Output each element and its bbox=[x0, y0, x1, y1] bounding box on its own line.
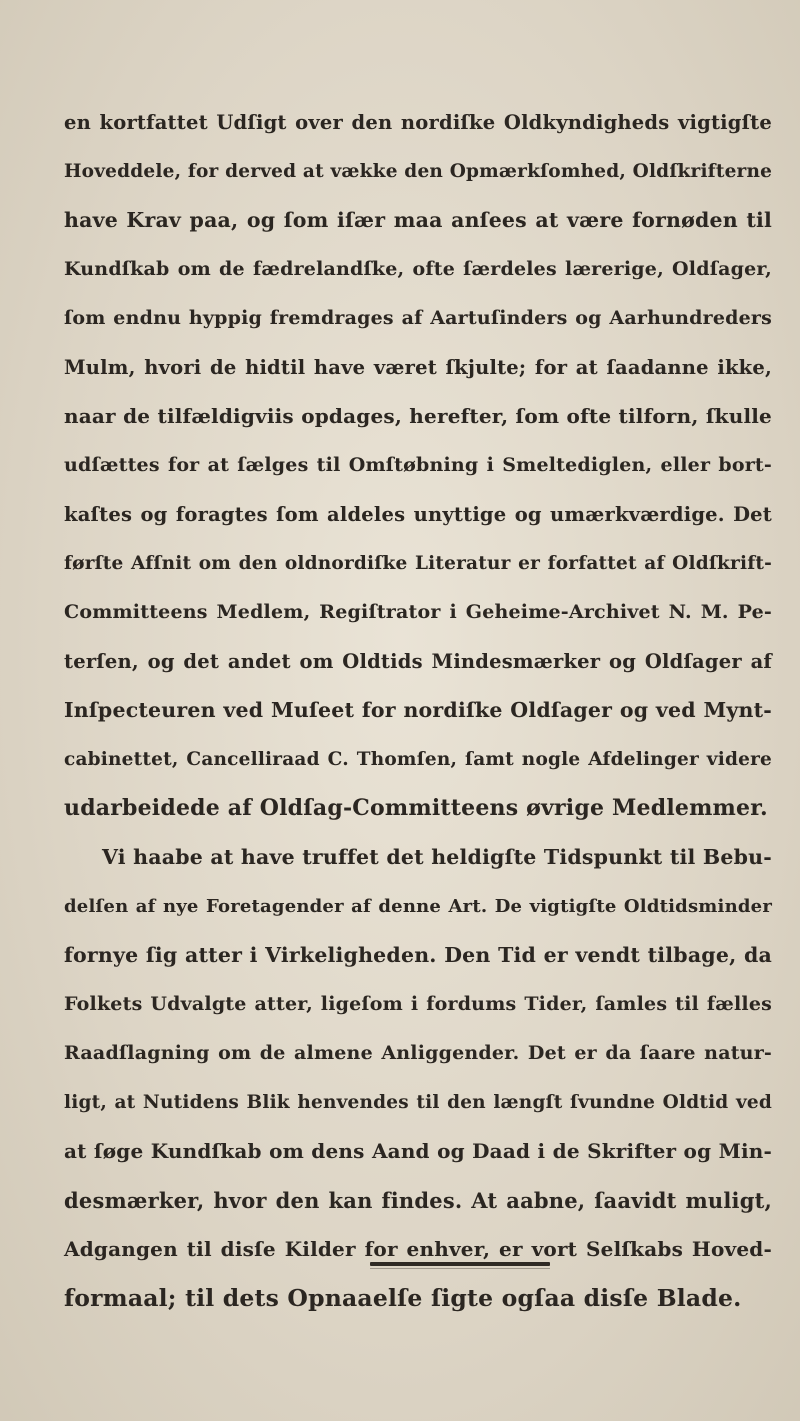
text-line: Raadſlagning om de almene Anliggender. Det er da ſaare natur- bbox=[64, 1042, 772, 1064]
text-line: udſættes for at ſælges til Omſtøbning i Smeltediglen, eller bort- bbox=[64, 454, 772, 476]
text-line: Committeens Medlem, Regiſtrator i Geheime-Archivet N. M. Pe- bbox=[64, 601, 772, 623]
text-line: Adgangen til disſe Kilder for enhver, er vort Selſkabs Hoved- bbox=[64, 1237, 772, 1261]
body-text bbox=[64, 98, 772, 1323]
text-line: kaſtes og foragtes ſom aldeles unyttige og umærkværdige. Det bbox=[64, 503, 772, 526]
text-line: delſen af nye Foretagender af denne Art. De vigtigſte Oldtidsminder bbox=[64, 896, 772, 917]
text-line: cabinettet, Cancelliraad C. Thomſen, ſamt nogle Afdelinger videre bbox=[64, 749, 772, 770]
paragraph-end-line: formaal; til dets Opnaaelſe ſigte ogſaa disſe Blade. bbox=[64, 1284, 742, 1312]
text-line: desmærker, hvor den kan findes. At aabne, ſaavidt muligt, bbox=[64, 1188, 772, 1213]
text-line: ligt, at Nutidens Blik henvendes til den længſt ſvundne Oldtid ved bbox=[64, 1092, 772, 1113]
text-line: Inſpecteuren ved Muſeet for nordiſke Oldſager og ved Mynt- bbox=[64, 698, 772, 722]
text-line: fornye ſig atter i Virkeligheden. Den Tid er vendt tilbage, da bbox=[64, 943, 772, 967]
paragraph-start-line: Vi haabe at have truffet det heldigſte Tidspunkt til Bebu- bbox=[102, 845, 772, 869]
paragraph-end-line: udarbeidede af Oldſag-Committeens øvrige Medlemmer. bbox=[64, 795, 768, 821]
text-line: terſen, og det andet om Oldtids Mindesmærker og Oldſager af bbox=[64, 650, 772, 673]
text-line: Hoveddele, for derved at vække den Opmærkſomhed, Oldſkrifterne bbox=[64, 161, 773, 182]
text-line: have Krav paa, og ſom iſær maa anſees at være fornøden til bbox=[64, 208, 772, 232]
section-divider-rule bbox=[370, 1262, 550, 1266]
text-line: ſom endnu hyppig fremdrages af Aartuſinders og Aarhundreders bbox=[64, 307, 772, 329]
text-line: en kortfattet Udſigt over den nordiſke Oldkyndigheds vigtigſte bbox=[64, 111, 772, 134]
text-line: Kundſkab om de fædrelandſke, ofte ſærdeles lærerige, Oldſager, bbox=[64, 258, 772, 280]
text-line: førſte Afſnit om den oldnordiſke Literatur er forfattet af Oldſkrift- bbox=[64, 553, 772, 574]
text-line: naar de tilfældigviis opdages, herefter, ſom ofte tilforn, ſkulle bbox=[64, 404, 772, 428]
text-line: Mulm, hvori de hidtil have været ſkjulte; for at ſaadanne ikke, bbox=[64, 356, 772, 379]
text-line: Folkets Udvalgte atter, ligeſom i fordums Tider, ſamles til fælles bbox=[64, 993, 772, 1015]
text-line: at ſøge Kundſkab om dens Aand og Daad i de Skrifter og Min- bbox=[64, 1139, 772, 1163]
